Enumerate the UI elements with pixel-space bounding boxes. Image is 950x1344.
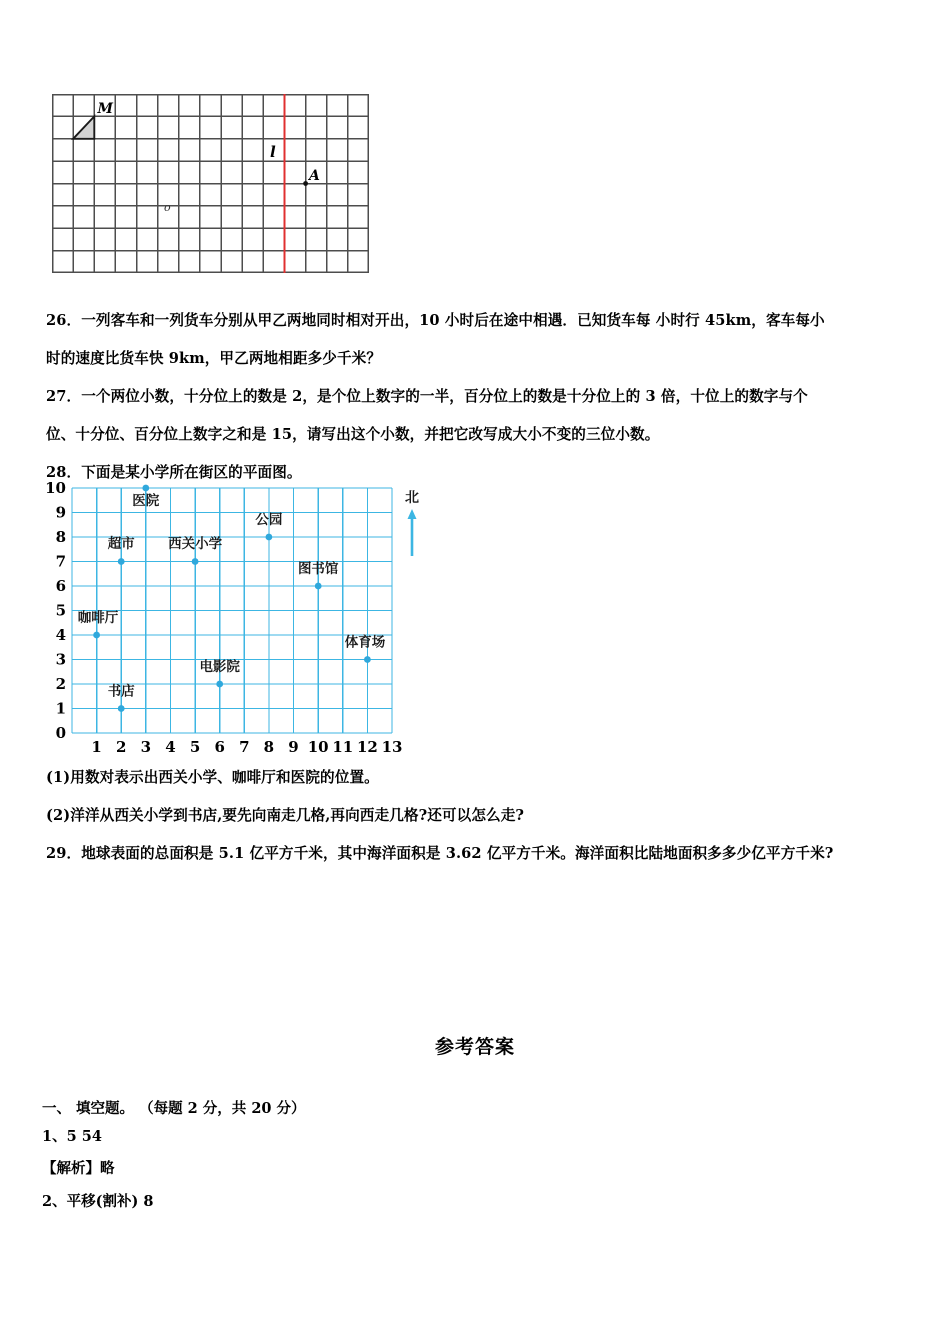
point-marker — [192, 558, 199, 565]
answer-item-1: 1、5 54 — [42, 1128, 102, 1145]
origin-label-o: o — [164, 201, 171, 214]
svg-text:6: 6 — [214, 738, 225, 756]
compass-arrow-head — [408, 509, 417, 519]
point-label: 公园 — [255, 512, 283, 528]
point-label: 书店 — [107, 683, 135, 700]
point-label: 咖啡厅 — [77, 610, 119, 626]
answer-key-title: 参考答案 — [434, 1036, 515, 1058]
point-label: 西关小学 — [168, 536, 223, 552]
svg-text:9: 9 — [55, 503, 66, 522]
question-27-line-2: 位、十分位、百分位上数字之和是 15，请写出这个小数，并把它改写成大小不变的三位小数。 — [46, 426, 660, 443]
point-marker — [93, 632, 100, 639]
svg-text:2: 2 — [55, 675, 66, 693]
answer-analysis-1: 【解析】略 — [42, 1160, 115, 1177]
svg-text:4: 4 — [165, 738, 176, 756]
svg-text:8: 8 — [263, 738, 275, 756]
compass-north — [405, 490, 419, 556]
svg-text:3: 3 — [140, 738, 152, 756]
svg-text:2: 2 — [115, 738, 127, 756]
svg-text:5: 5 — [55, 601, 66, 620]
compass-label-north: 北 — [405, 490, 419, 506]
svg-text:13: 13 — [381, 738, 403, 756]
point-marker — [118, 705, 125, 712]
svg-text:12: 12 — [356, 738, 378, 756]
question-27-line-1: 27．一个两位小数，十分位上的数是 2，是个位上数字的一半，百分位上的数是十分位上的 3 倍，十位上的数字与个 — [46, 388, 808, 405]
svg-text:8: 8 — [55, 528, 66, 546]
svg-text:11: 11 — [332, 738, 354, 756]
svg-text:6: 6 — [55, 577, 66, 595]
triangle-label-m: M — [97, 101, 113, 117]
svg-text:9: 9 — [288, 738, 299, 756]
svg-text:0: 0 — [55, 724, 66, 742]
line-label-l: l — [270, 143, 276, 161]
svg-text:7: 7 — [55, 552, 66, 571]
svg-text:5: 5 — [189, 738, 201, 756]
svg-text:1: 1 — [55, 699, 66, 718]
point-marker — [266, 534, 273, 541]
point-label: 电影院 — [199, 659, 240, 675]
svg-text:7: 7 — [239, 738, 250, 756]
point-marker — [364, 656, 371, 663]
svg-text:4: 4 — [55, 626, 66, 644]
point-marker — [142, 485, 149, 492]
point-marker — [216, 681, 223, 688]
coordinate-plane-figure-question-28 — [40, 476, 460, 756]
answer-item-2: 2、平移(割补) 8 — [42, 1193, 154, 1210]
svg-text:10: 10 — [45, 479, 66, 497]
grid-cells — [52, 94, 369, 273]
x-axis-tick-labels — [91, 738, 402, 756]
svg-text:10: 10 — [307, 738, 329, 756]
question-28-line-1: 28．下面是某小学所在街区的平面图。 — [46, 464, 302, 481]
y-axis-tick-labels — [45, 479, 66, 742]
point-label-a: A — [309, 168, 320, 184]
point-label: 超市 — [107, 536, 135, 552]
svg-text:1: 1 — [91, 738, 102, 756]
question-28-sub-1: (1)用数对表示出西关小学、咖啡厅和医院的位置。 — [46, 769, 379, 786]
answer-section-heading: 一、 填空题。 （每题 2 分，共 20 分） — [42, 1100, 306, 1117]
point-marker — [315, 583, 322, 590]
grid-figure-question-25 — [52, 94, 369, 273]
point-label: 图书馆 — [297, 561, 339, 577]
svg-text:3: 3 — [55, 650, 66, 669]
question-26-line-2: 时的速度比货车快 9km，甲乙两地相距多少千米？ — [46, 350, 382, 367]
point-label: 体育场 — [344, 634, 386, 651]
point-label: 医院 — [132, 493, 160, 509]
question-29-line-1: 29．地球表面的总面积是 5.1 亿平方千米，其中海洋面积是 3.62 亿平方千米。海洋面积比陆地面积多多少亿平方千米? — [46, 845, 834, 862]
question-28-sub-2: (2)洋洋从西关小学到书店,要先向南走几格,再向西走几格?还可以怎么走? — [46, 807, 525, 824]
plane-data-points — [78, 485, 386, 712]
point-a-dot — [303, 181, 308, 186]
point-marker — [118, 558, 125, 565]
question-26-line-1: 26．一列客车和一列货车分别从甲乙两地同时相对开出，10 小时后在途中相遇．已知货车每 小时行 45km，客车每小 — [46, 312, 825, 329]
